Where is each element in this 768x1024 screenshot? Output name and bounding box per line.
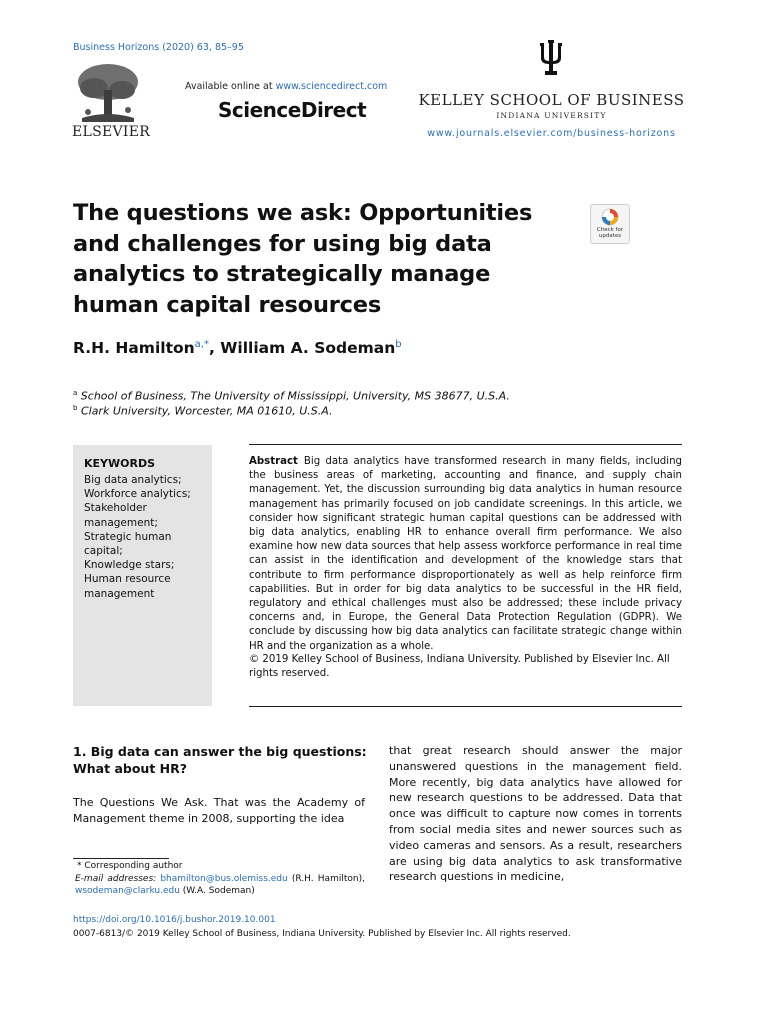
keywords-heading: KEYWORDS xyxy=(84,457,156,470)
email-link[interactable]: wsodeman@clarku.edu xyxy=(75,886,180,896)
school-name: KELLEY SCHOOL OF BUSINESS xyxy=(418,91,685,109)
affiliation-marker: a xyxy=(73,389,78,397)
author-list xyxy=(73,339,402,357)
badge-label xyxy=(591,227,629,239)
keyword-item: Strategic human capital; xyxy=(84,530,172,558)
email-label: E-mail addresses: xyxy=(75,873,157,884)
affiliation-text: School of Business, The University of Mississippi, University, MS 38677, U.S.A. xyxy=(80,389,510,403)
keyword-item: Stakeholder management; xyxy=(84,502,158,529)
available-online-text xyxy=(185,81,387,92)
body-column-right: that great research should answer the major unanswered questions in the management field. More recently, big data analytics have allowed for new research questions to be addressed. Data that once was difficult to capture now comes in torrents from social media sites and newer sources such as video cameras and sensors. As a result, researchers are using big data analytics to ask transformative research questions in medicine, xyxy=(389,744,682,884)
email-line xyxy=(73,873,365,898)
affiliation-text: Clark University, Worcester, MA 01610, U.S.A. xyxy=(80,404,333,418)
corresponding-author-note: * Corresponding author xyxy=(77,861,183,871)
affiliation-marker: b xyxy=(73,404,78,412)
keyword-item: Workforce analytics; xyxy=(84,488,191,501)
affiliation-a xyxy=(73,389,510,403)
university-name: INDIANA UNIVERSITY xyxy=(496,111,607,120)
check-updates-icon xyxy=(601,208,619,226)
author-affiliation-marker[interactable]: b xyxy=(395,339,402,350)
keywords-list xyxy=(84,473,209,601)
body-column-left: The Questions We Ask. That was the Academy of Management theme in 2008, supporting the idea xyxy=(73,796,365,825)
abstract-text: Big data analytics have transformed research in many fields, including the business areas of marketing, accounting and finance, and supply chain management. Yet, the discussion surrounding big data analytics in human resource management has primarily focused on job candidate screenings. In this article, we consider how significant strategic human capital questions can be addressed with big data analytics, enabling HR to enhance overall firm performance. We also examine how new data sources that help assess workforce performance in real time can assist in the identification and development of the knowledge stars that contribute to firm performance disproportionately as well as help reinforce firm capabilities. But in order for big data analytics to be successful in the HR field, regulatory and ethical challenges must also be addressed; these include privacy concerns and, in Europe, the General Data Protection Regulation (GDPR). We conclude by discussing how big data analytics can facilitate strategic change within HR and the organization as a whole. xyxy=(249,456,682,652)
abstract-label: Abstract xyxy=(249,456,298,467)
email-link[interactable]: bhamilton@bus.olemiss.edu xyxy=(160,873,288,884)
article-title: The questions we ask: Opportunities and challenges for using big data analytics to strategically manage human capital resources xyxy=(73,200,533,318)
footnote xyxy=(73,860,365,898)
keyword-item: Human resource management xyxy=(84,573,171,600)
publisher-name: ELSEVIER xyxy=(72,124,151,140)
sciencedirect-logo[interactable]: ScienceDirect xyxy=(218,98,367,122)
author-name[interactable]: R.H. Hamilton xyxy=(73,339,195,358)
abstract-copyright: © 2019 Kelley School of Business, Indiana University. Published by Elsevier Inc. All rights reserved. xyxy=(249,654,670,680)
sciencedirect-link[interactable]: www.sciencedirect.com xyxy=(275,81,388,92)
indiana-trident-icon xyxy=(536,40,566,76)
affiliation-b xyxy=(73,404,332,418)
journal-reference[interactable]: Business Horizons (2020) 63, 85–95 xyxy=(73,42,244,53)
author-separator: , xyxy=(208,339,221,358)
abstract-bottom-rule xyxy=(249,706,682,707)
issn-copyright: 0007-6813/© 2019 Kelley School of Business, Indiana University. Published by Elsevier Inc. All rights reserved. xyxy=(73,929,571,939)
email-owner: (R.H. Hamilton), xyxy=(291,873,365,884)
keyword-item: Big data analytics; xyxy=(84,474,182,486)
email-owner: (W.A. Sodeman) xyxy=(182,886,255,896)
author-name[interactable]: William A. Sodeman xyxy=(220,339,396,358)
author-affiliation-marker[interactable]: a,* xyxy=(194,339,209,350)
journal-url-link[interactable]: www.journals.elsevier.com/business-horizons xyxy=(427,128,676,139)
abstract-body xyxy=(249,455,682,654)
footnote-rule xyxy=(73,858,169,859)
section-heading: 1. Big data can answer the big questions: What about HR? xyxy=(73,744,367,776)
badge-label-line1: Check for xyxy=(596,227,624,233)
keywords-panel xyxy=(73,445,212,706)
badge-label-line2: updates xyxy=(598,233,622,239)
abstract-top-rule xyxy=(249,444,682,445)
available-prefix: Available online at xyxy=(185,81,276,92)
doi-link[interactable]: https://doi.org/10.1016/j.bushor.2019.10.001 xyxy=(73,915,276,925)
keyword-item: Knowledge stars; xyxy=(84,559,175,572)
check-for-updates-button[interactable] xyxy=(590,204,630,244)
